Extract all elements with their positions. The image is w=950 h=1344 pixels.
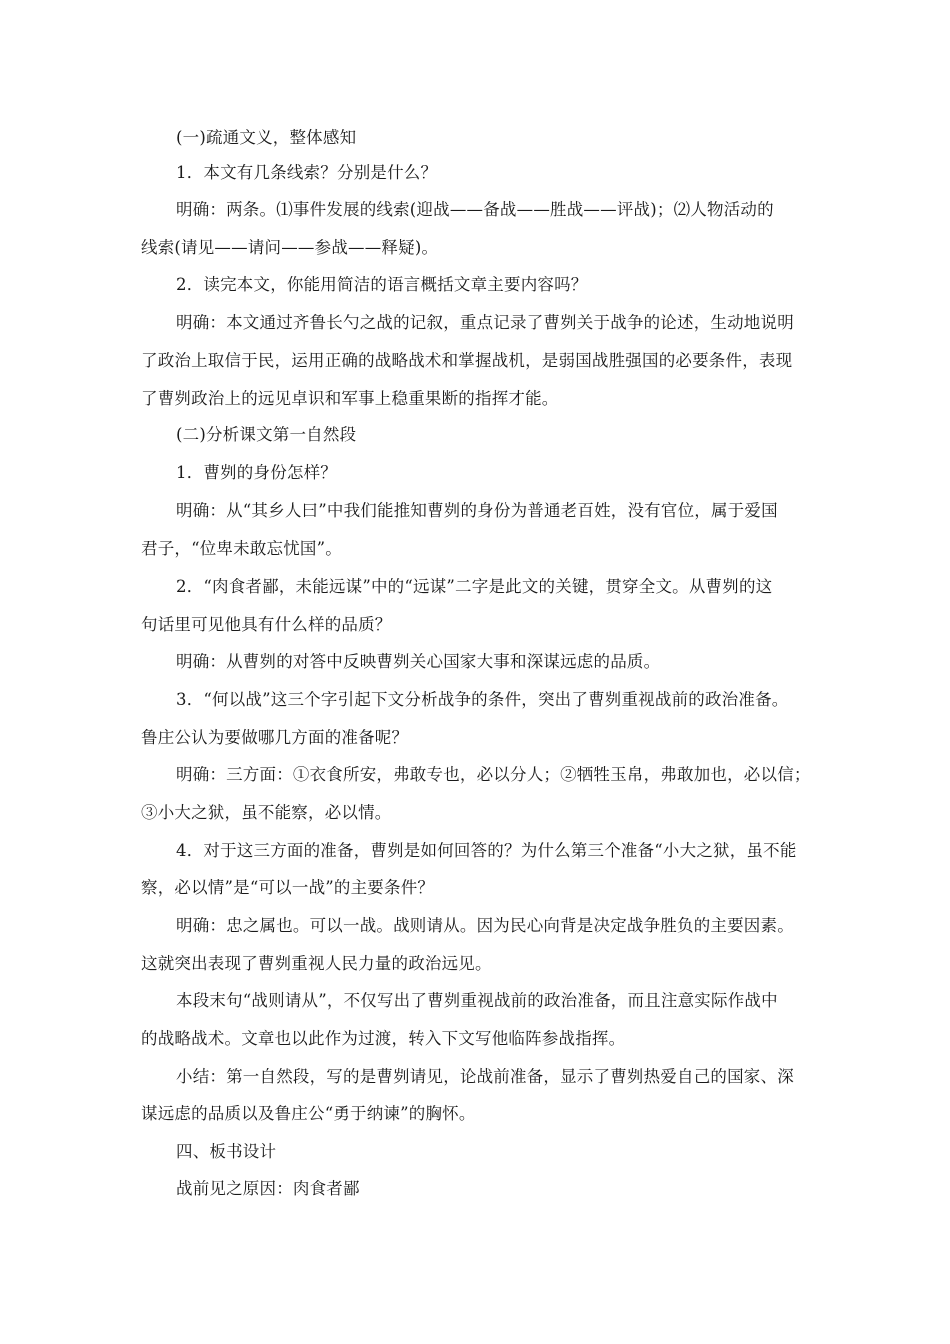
question-6-line-2: 察，必以情”是“可以一战”的主要条件？ [141, 878, 435, 897]
paragraph-end-line-1: 本段末句“战则请从”，不仅写出了曹刿重视战前的政治准备，而且注意实际作战中 [176, 991, 778, 1010]
answer-1-line-2: 线索(请见——请问——参战——释疑)。 [141, 238, 439, 257]
board-design-line-1: 战前见之原因：肉食者鄙 [176, 1179, 360, 1198]
section-heading-1: (一)疏通文义，整体感知 [176, 128, 357, 147]
answer-5-line-2: ③小大之狱，虽不能察，必以情。 [141, 803, 392, 822]
question-4-line-1: 2．“肉食者鄙，未能远谋”中的“远谋”二字是此文的关键，贯穿全文。从曹刿的这 [176, 577, 773, 596]
summary-line-1: 小结：第一自然段，写的是曹刿请见，论战前准备，显示了曹刿热爱自己的国家、深 [176, 1067, 794, 1086]
answer-5-line-1: 明确：三方面：①衣食所安，弗敢专也，必以分人；②牺牲玉帛，弗敢加也，必以信； [176, 765, 811, 784]
answer-3-line-1: 明确：从“其乡人曰”中我们能推知曹刿的身份为普通老百姓，没有官位，属于爱国 [176, 501, 778, 520]
section-heading-3: 四、板书设计 [176, 1142, 277, 1161]
answer-2-line-2: 了政治上取信于民，运用正确的战略战术和掌握战机，是弱国战胜强国的必要条件，表现 [141, 351, 793, 370]
question-5-line-1: 3．“何以战”这三个字引起下文分析战争的条件，突出了曹刿重视战前的政治准备。 [176, 690, 789, 709]
paragraph-end-line-2: 的战略战术。文章也以此作为过渡，转入下文写他临阵参战指挥。 [141, 1029, 626, 1048]
question-1: 1．本文有几条线索？分别是什么？ [176, 163, 438, 182]
question-5-line-2: 鲁庄公认为要做哪几方面的准备呢？ [141, 728, 409, 747]
question-6-line-1: 4．对于这三方面的准备，曹刿是如何回答的？为什么第三个准备“小大之狱，虽不能 [176, 841, 797, 860]
answer-1-line-1: 明确：两条。⑴事件发展的线索(迎战——备战——胜战——评战)；⑵人物活动的 [176, 200, 774, 219]
answer-4: 明确：从曹刿的对答中反映曹刿关心国家大事和深谋远虑的品质。 [176, 652, 661, 671]
answer-6-line-1: 明确：忠之属也。可以一战。战则请从。因为民心向背是决定战争胜负的主要因素。 [176, 916, 794, 935]
question-2: 2．读完本文，你能用简洁的语言概括文章主要内容吗？ [176, 275, 588, 294]
answer-2-line-3: 了曹刿政治上的远见卓识和军事上稳重果断的指挥才能。 [141, 389, 559, 408]
answer-2-line-1: 明确：本文通过齐鲁长勺之战的记叙，重点记录了曹刿关于战争的论述，生动地说明 [176, 313, 794, 332]
answer-6-line-2: 这就突出表现了曹刿重视人民力量的政治远见。 [141, 954, 492, 973]
summary-line-2: 谋远虑的品质以及鲁庄公“勇于纳谏”的胸怀。 [141, 1104, 476, 1123]
section-heading-2: (二)分析课文第一自然段 [176, 425, 357, 444]
answer-3-line-2: 君子，“位卑未敢忘忧国”。 [141, 539, 342, 558]
question-3: 1．曹刿的身份怎样？ [176, 463, 337, 482]
question-4-line-2: 句话里可见他具有什么样的品质？ [141, 615, 392, 634]
